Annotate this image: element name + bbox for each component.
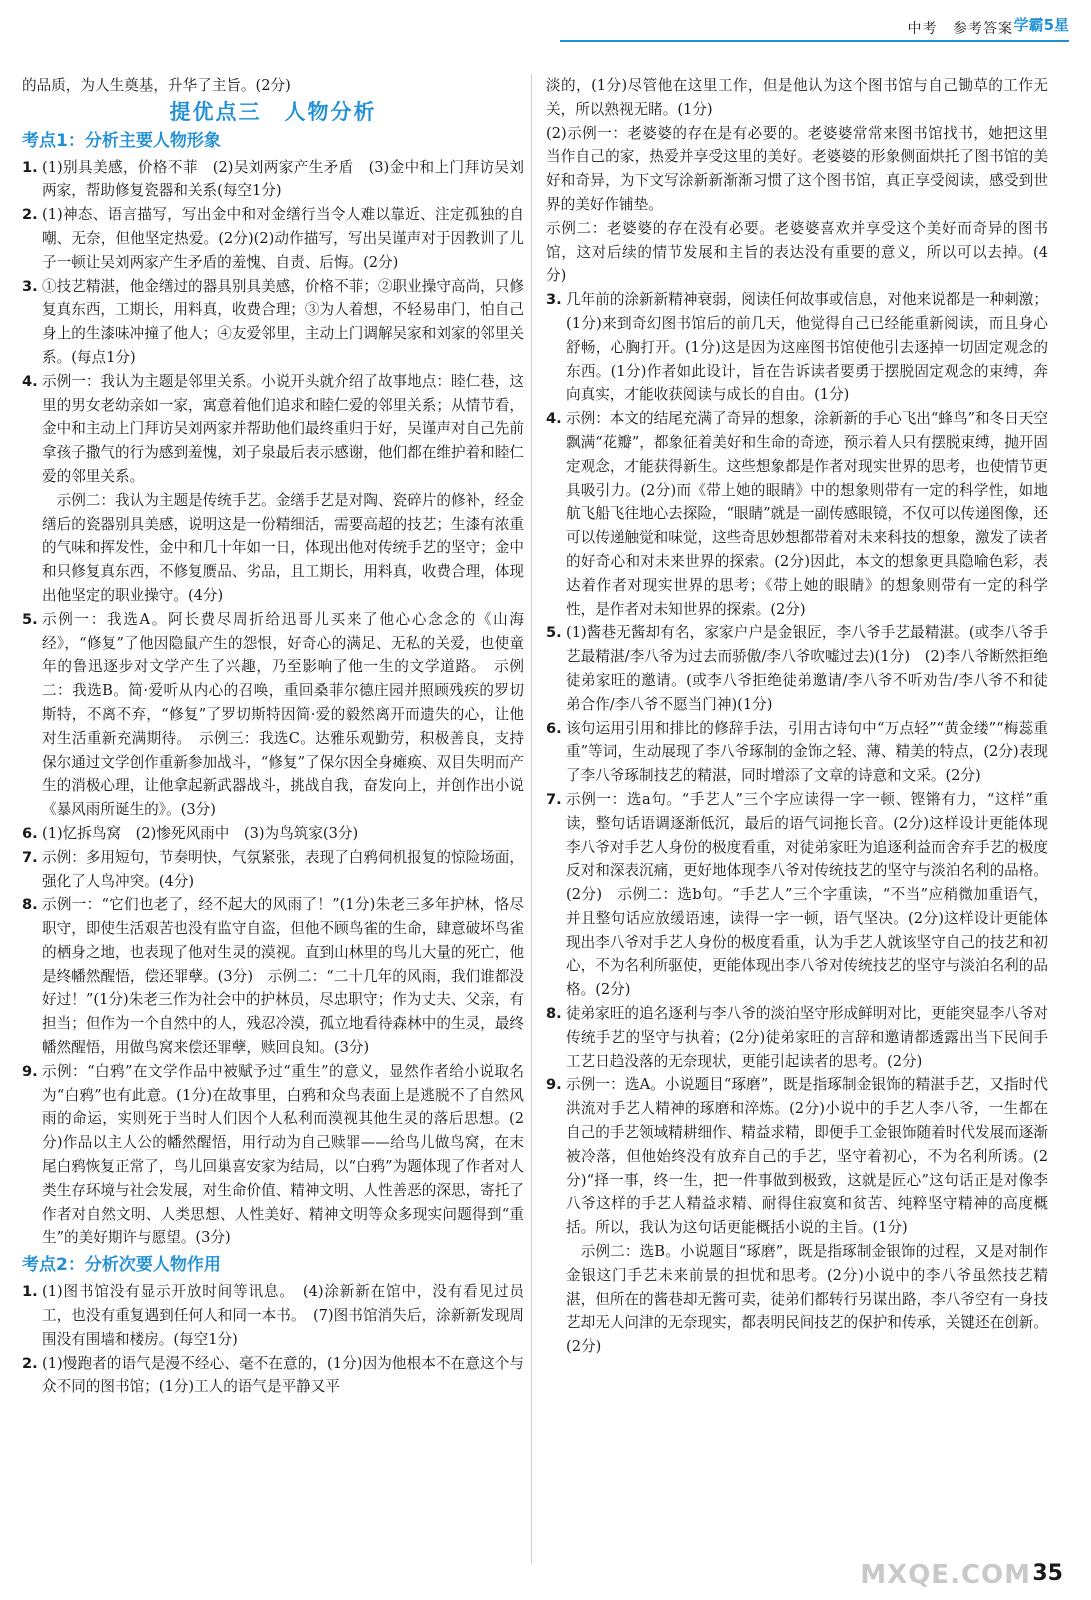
answer-item	[546, 1240, 1048, 1359]
answer-text: 徒弟家旺的追名逐利与李八爷的淡泊坚守形成鲜明对比，更能突显李八爷对传统手艺的坚守与执着；(2分)徒弟家旺的言辞和邀请都透露出当下民间手工艺日趋没落的无奈现状，更能引起读者的思考。(2分)	[566, 1005, 1048, 1070]
answer-text: 示例：多用短句，节奏明快，气氛紧张，表现了白鸦伺机报复的惊险场面，强化了人鸟冲突。(4分)	[42, 848, 524, 890]
intro-text: 的品质，为人生奠基，升华了主旨。(2分)	[22, 77, 291, 94]
header-exam: 中考	[907, 21, 938, 37]
answer-number: 9.	[546, 1076, 562, 1094]
answer-text: 示例一：选a句。“手艺人”三个字应读得一字一顿、铿锵有力，“这样”重读，整句话语调逐渐低沉，最后的语气词拖长音。(2分)这样设计更能体现李八爷对手艺人身份的极度看重，对徒弟家旺为追逐利益而舍弃手艺的极度反对和深表沉痛，更好地体现李八爷对传统技艺的坚守与淡泊名利的品格。(2分) 示例二：选b句。“手艺人”三个字重读，“不当”应稍微加重语气，并且整句话应放缓语速，读得一字一顿，语气坚决。(2分)这样设计更能体现出李八爷对手艺人身份的极度看重，认为手艺人就该坚守自己的技艺和初心，不为名利所驱使，更能体现出李八爷对传统技艺的坚守与淡泊名利的品格。(2分)	[566, 790, 1048, 999]
answer-item	[22, 489, 524, 608]
answer-item	[22, 275, 524, 370]
section-title: 提优点三 人物分析	[169, 98, 377, 124]
page-number: 35	[1032, 1561, 1063, 1586]
answer-number: 7.	[546, 790, 562, 808]
answer-text: (1)别具美感，价格不菲 (2)吴刘两家产生矛盾 (3)金中和上门拜访吴刘两家，帮助修复瓷器和关系(每空1分)	[42, 158, 524, 200]
answer-item	[22, 822, 524, 846]
answer-number: 9.	[22, 1062, 38, 1080]
answer-text: 示例一：“它们也老了，经不起大的风雨了！”(1分)朱老三多年护林，恪尽职守，即使生活艰苦也没有监守自盗，但他不顾鸟雀的生命，肆意破坏鸟雀的栖身之地，也表现了他对生灵的漠视。直到山林里的鸟儿大量的死亡，他是终幡然醒悟，偿还罪孽。(3分) 示例二：“二十几年的风雨，我们谁都没好过！”(1分)朱老三作为社会中的护林员，尽忠职守；作为丈夫、父亲，有担当；但作为一个自然中的人，残忍冷漠，孤立地看待森林中的生灵，最终幡然醒悟，用做鸟窝来偿还罪孽，赎回良知。(3分)	[42, 896, 524, 1057]
header-rule	[560, 40, 1069, 42]
answer-text: (1)慢跑者的语气是漫不经心、毫不在意的，(1分)因为他根本不在意这个与众不同的图书馆；(1分)工人的语气是平静又平	[42, 1354, 524, 1396]
answer-number: 2.	[22, 206, 38, 224]
continued-text-2: (2)示例一：老婆婆的存在是有必要的。老婆婆常常来图书馆找书，她把这里当作自己的家，热爱并享受这里的美好。老婆婆的形象侧面烘托了图书馆的美好和奇异，为下文写涂新新渐渐习惯了这个图书馆，真正享受阅读，感受到世界的美好作铺垫。	[546, 124, 1048, 213]
answer-number: 5.	[546, 624, 562, 642]
answer-item	[22, 1352, 524, 1400]
answer-number: 5.	[22, 610, 38, 628]
answer-text: 示例一：我选A。阿长费尽周折给迅哥儿买来了他心心念念的《山海经》，“修复”了他因隐鼠产生的怨恨，好奇心的满足、无私的关爱，也使童年的鲁迅逐步对文学产生了兴趣，乃至影响了他一生的文学道路。 示例二：我选B。简·爱听从内心的召唤，重回桑菲尔德庄园并照顾残疾的罗切斯特，不离不弃，“修复”了罗切斯特因简·爱的毅然离开而遗失的心，让他对生活重新充满期待。 示例三：我选C。达雅乐观勤劳，积极善良，支持保尔通过文学创作重新参加战斗，“修复”了保尔因全身瘫痪、双目失明而产生的消极心理，让他拿起新武器战斗，挑战自我，奋发向上，并创作出小说《暴风雨所诞生的》。(3分)	[42, 610, 524, 819]
answer-text: ①技艺精湛，他金缮过的器具别具美感，价格不菲；②职业操守高尚，只修复真东西，工期长，用料真，收费合理；③为人着想，不轻易串门，怕自己身上的生漆味冲撞了他人；④友爱邻里，主动上门调解吴家和刘家的邻里关系。(每点1分)	[42, 277, 524, 366]
kp2-heading: 考点2：分析次要人物作用	[22, 1255, 221, 1276]
answer-item	[22, 1060, 524, 1250]
answer-item	[22, 1280, 524, 1351]
answer-text: 该句运用引用和排比的修辞手法，引用古诗句中“万点轻”“黄金缕”“梅蕊重重”等词，生动展现了李八爷琢制的金饰之轻、薄、精美的特点，(2分)表现了李八爷琢制技艺的精湛，同时增添了文章的诗意和文采。(2分)	[566, 719, 1048, 785]
answer-item	[22, 156, 524, 204]
continued-text-1: 淡的，(1分)尽管他在这里工作，但是他认为这个图书馆与自己锄草的工作无关，所以熟视无睹。(1分)	[546, 77, 1048, 118]
answer-number: 8.	[546, 1005, 562, 1023]
continued-text-3: 示例二：老婆婆的存在没有必要。老婆婆喜欢并享受这个美好而奇异的图书馆，这对后续的情节发展和主旨的表达没有重要的意义，所以可以去掉。(4分)	[546, 219, 1048, 285]
answer-text: 示例一：选A。小说题目“琢磨”，既是指琢制金银饰的精湛手艺，又指时代洪流对手艺人精神的琢磨和淬炼。(2分)小说中的手艺人李八爷，一生都在自己的手艺领域精耕细作、精益求精，即便手工金银饰随着时代发展而逐渐被冷落，但他始终没有放弃自己的手艺，坚守着初心，不为名利所诱。(2分)“择一事，终一生，把一件事做到极致，这就是匠心”这句话正是对像李八爷这样的手艺人精益求精、耐得住寂寞和贫苦、纯粹坚守精神的高度概括。所以，我认为这句话更能概括小说的主旨。(1分)	[566, 1076, 1048, 1237]
brand-logo: 学霸5星	[1013, 16, 1069, 34]
answer-item	[22, 893, 524, 1060]
header-text	[898, 18, 1013, 38]
page-header	[0, 0, 1091, 42]
column-divider	[531, 74, 532, 1564]
right-answer-list	[546, 288, 1048, 1359]
answer-number: 1.	[22, 158, 38, 176]
answer-number: 7.	[22, 848, 38, 866]
answer-text: 示例：“白鸦”在文学作品中被赋予过“重生”的意义，显然作者给小说取名为“白鸦”也有此意。(1分)在故事里，白鸦和众鸟表面上是逃脱不了自然风雨的命运，实则死于当时人们因个人私利而漠视其他生灵的落后思想。(2分)作品以主人公的幡然醒悟，用行动为自己赎罪——给鸟儿做鸟窝，在末尾白鸦恢复正常了，鸟儿回巢喜安家为结局，以“白鸦”为题体现了作者对人类生存环境与社会发展，对生命价值、精神文明、人性善恶的深思，寄托了作者对自然文明、人类思想、人性美好、精神文明等众多现实问题得到“重生”的美好期许与愿望。(3分)	[42, 1062, 524, 1247]
answer-item	[22, 846, 524, 894]
answer-item	[546, 407, 1048, 621]
answer-number: 6.	[22, 824, 38, 842]
answer-text: 示例二：我认为主题是传统手艺。金缮手艺是对陶、瓷碎片的修补，经金缮后的瓷器别具美感，说明这是一份精细活，需要高超的技艺；生漆有浓重的气味和挥发性，金中和几十年如一日，体现出他对传统手艺的坚守；金中和只修复真东西，不修复赝品、劣品，且工期长，用料真，收费合理，体现出他坚定的职业操守。(4分)	[42, 491, 524, 604]
header-answers: 参考答案	[953, 21, 1013, 37]
right-column	[546, 74, 1048, 1359]
answer-item	[22, 370, 524, 489]
answer-number: 3.	[546, 291, 562, 309]
left-column	[22, 74, 524, 1399]
answer-number: 3.	[22, 277, 38, 295]
answer-text: 示例：本文的结尾充满了奇异的想象，涂新新的手心飞出“蜂鸟”和冬日天空飘满“花瓣”，都象征着美好和生命的奇迹，预示着人只有摆脱束缚，抛开固定观念，才能获得新生。这些想象都是作者对现实世界的思考，也使情节更具吸引力。(2分)而《带上她的眼睛》中的想象则带有一定的科学性，如地航飞船飞往地心去探险，“眼睛”就是一副传感眼镜，不仅可以传递图像，还可以传递触觉和味觉，这些奇思妙想都带着对未来科技的想象，激发了读者的好奇心和对未来世界的探索。(2分)因此，本文的想象更具隐喻色彩，表达着作者对现实世界的思考；《带上她的眼睛》的想象则带有一定的科学性，是作者对未知世界的探索。(2分)	[566, 410, 1048, 618]
answer-text: (1)神态、语言描写，写出金中和对金缮行当令人难以靠近、注定孤独的自嘲、无奈，但他坚定热爱。(2分)(2)动作描写，写出吴谨声对于因教训了儿子一顿让吴刘两家产生矛盾的羞愧、自责、后悔。(2分)	[42, 206, 524, 271]
answer-item	[546, 1073, 1048, 1240]
answer-text: (1)酱巷无酱却有名，家家户户是金银匠，李八爷手艺最精湛。(或李八爷手艺最精湛/李八爷为过去而骄傲/李八爷吹嘘过去)(1分) (2)李八爷断然拒绝徒弟家旺的邀请。(或李八爷拒绝徒弟邀请/李八爷不听劝告/李八爷不和徒弟合作/李八爷不愿当门神)(1分)	[566, 624, 1048, 713]
answer-item	[546, 1002, 1048, 1073]
watermark-logo: MXQE.COM	[860, 1560, 1031, 1590]
answer-item	[546, 788, 1048, 1002]
kp1-heading: 考点1：分析主要人物形象	[22, 130, 221, 151]
answer-text: 几年前的涂新新精神衰弱，阅读任何故事或信息，对他来说都是一种刺激；(1分)来到奇幻图书馆后的前几天，他觉得自己已经能重新阅读，而且身心舒畅，心胸打开。(1分)这是因为这座图书馆使他引去逐掉一切固定观念的东西。(1分)作者如此设计，旨在告诉读者要勇于摆脱固定观念的束缚，奔向真实，才能收获阅读与成长的自由。(1分)	[566, 291, 1048, 404]
answer-item	[22, 608, 524, 822]
kp1-answer-list	[22, 156, 524, 1251]
answer-number: 2.	[22, 1354, 38, 1372]
kp2-answer-list	[22, 1280, 524, 1399]
answer-text: 示例二：选B。小说题目“琢磨”，既是指琢制金银饰的过程，又是对制作金银这门手艺未来前景的担忧和思考。(2分)小说中的李八爷虽然技艺精湛，但所在的酱巷却无酱可卖，徒弟们都转行另谋出路，李八爷空有一身技艺却无人问津的无奈现实，都表明民间技艺的保护和传承，关键还在创新。(2分)	[566, 1243, 1048, 1356]
answer-number: 4.	[546, 410, 562, 428]
answer-number: 6.	[546, 719, 562, 737]
answer-item	[546, 288, 1048, 407]
answer-number: 8.	[22, 896, 38, 914]
answer-text: (1)忆拆鸟窝 (2)惨死风雨中 (3)为鸟筑家(3分)	[42, 824, 359, 842]
answer-number: 1.	[22, 1283, 38, 1301]
answer-item	[22, 203, 524, 274]
answer-text: (1)图书馆没有显示开放时间等讯息。 (4)涂新新在馆中，没有看见过员工，也没有重复遇到任何人和同一本书。 (7)图书馆消失后，涂新新发现周围没有围墙和楼房。(每空1分)	[42, 1283, 524, 1348]
answer-number: 4.	[22, 372, 38, 390]
answer-text: 示例一：我认为主题是邻里关系。小说开头就介绍了故事地点：睦仁巷，这里的男女老幼亲如一家，寓意着他们追求和睦仁爱的邻里关系；从情节看，金中和主动上门拜访吴刘两家并帮助他们最终重归于好，吴谨声对自己先前拿孩子撒气的行为感到羞愧，刘子泉最后表示感谢，他们都在维护着和睦仁爱的邻里关系。	[42, 372, 524, 485]
answer-item	[546, 717, 1048, 788]
answer-item	[546, 621, 1048, 716]
